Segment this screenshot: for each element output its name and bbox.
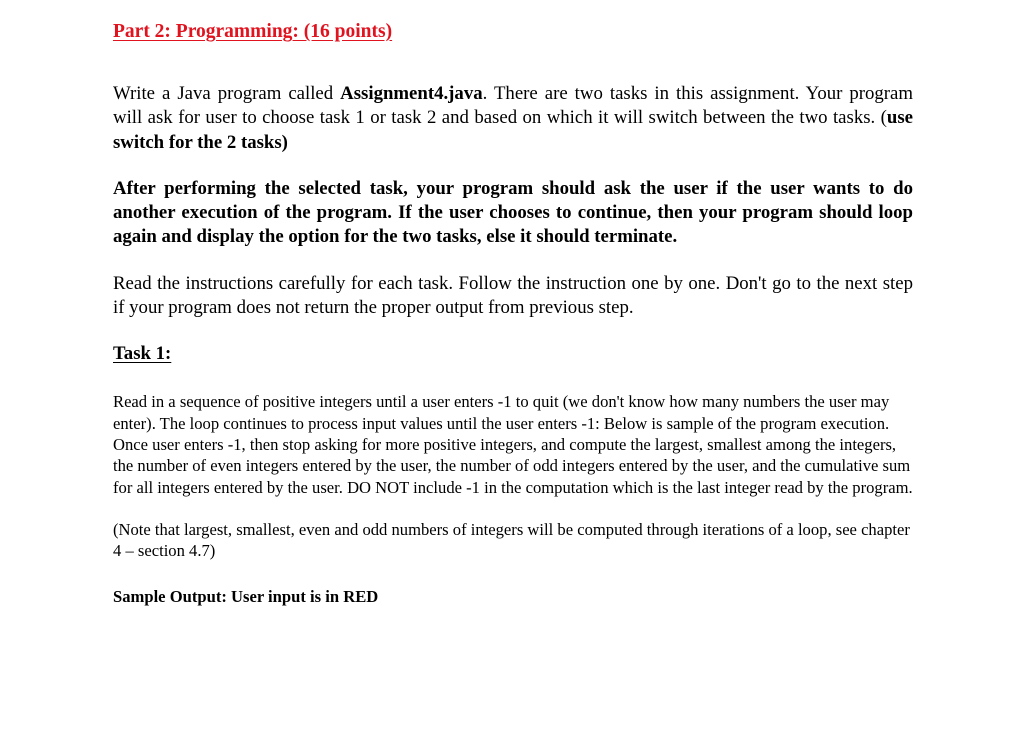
task1-description: Read in a sequence of positive integers until a user enters -1 to quit (we don't know how many numbers the user may enter). The loop continues to process input values until the user enters -1: Below is sample of the program execution. Once user enters -1, then stop asking for more positive integers, and compute the largest, smallest among the integers, the number of even integers entered by the user, the number of odd integers entered by the user, and the cumulative sum for all integers entered by the user. DO NOT include -1 in the computation which is the last integer read by the program. [113, 392, 913, 497]
assignment-document [113, 18, 913, 608]
task1-heading: Task 1: [113, 343, 172, 365]
intro-text-1: Write a Java program called [113, 83, 341, 104]
intro-text-2: . There are two tasks in this assignment. Your program will ask for user to choose task 1 or task 2 and based on which it will switch between the two tasks. ( [113, 83, 913, 129]
intro-paragraph [113, 82, 913, 155]
part2-heading: Part 2: Programming: (16 points) [113, 21, 393, 42]
switch-note: use switch for the 2 tasks) [113, 107, 913, 153]
task1-note: (Note that largest, smallest, even and odd numbers of integers will be computed through iterations of a loop, see chapter 4 – section 4.7) [113, 519, 910, 561]
assignment-filename: Assignment4.java [340, 83, 483, 104]
sample-output-label: Sample Output: User input is in RED [113, 587, 379, 607]
loop-instructions: After performing the selected task, your program should ask the user if the user wants to do another execution of the program. If the user chooses to continue, then your program should loop again and display the option for the two tasks, else it should terminate. [113, 177, 913, 248]
read-instructions: Read the instructions carefully for each task. Follow the instruction one by one. Don't go to the next step if your program does not return the proper output from previous step. [113, 272, 913, 319]
